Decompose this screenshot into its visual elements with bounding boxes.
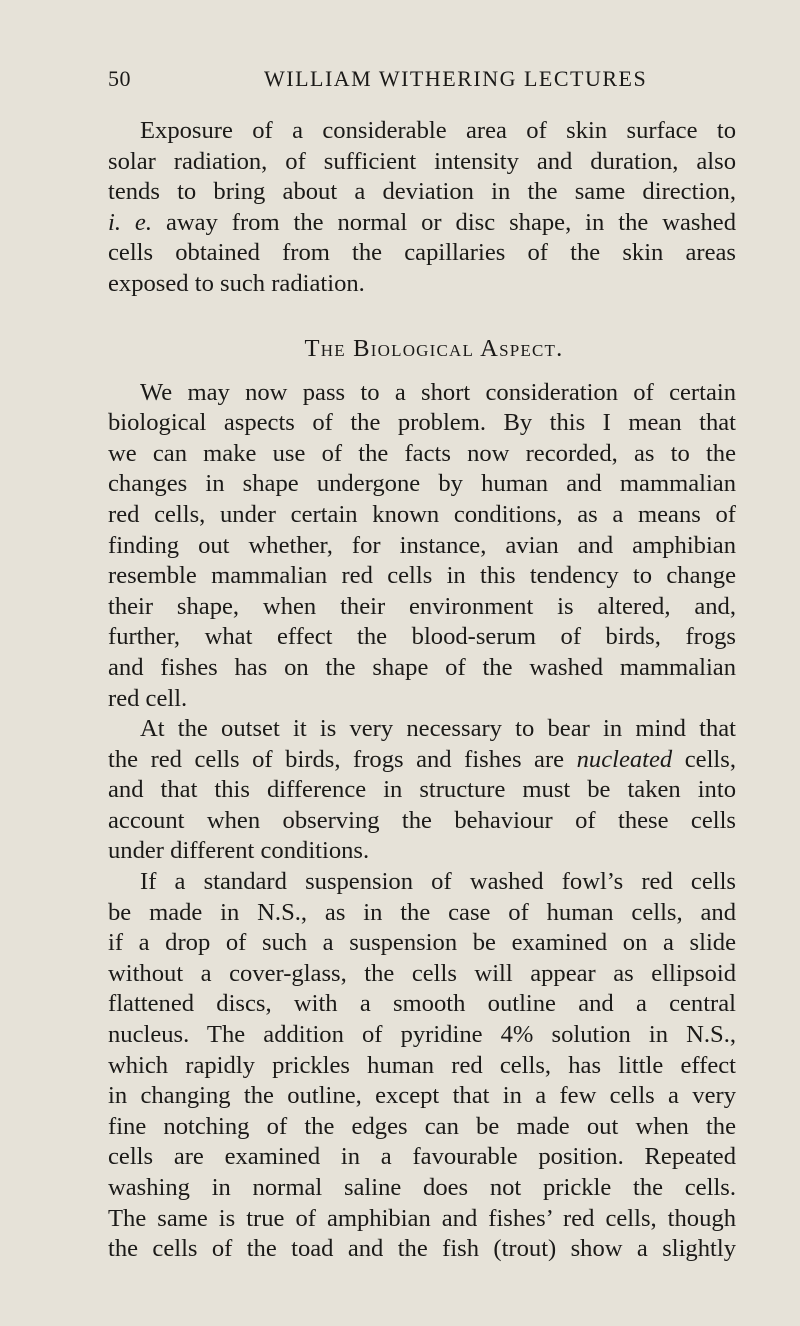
text-line: flattened discs, with a smooth outline and a central (108, 990, 736, 1018)
page-number: 50 (108, 66, 131, 91)
text-line: At the outset it is very necessary to bear in mind that (140, 715, 736, 743)
text-line (108, 745, 736, 776)
text-fragment: the red cells of birds, frogs and fishes are (108, 745, 577, 773)
text-line: We may now pass to a short consideration of certain (140, 378, 736, 406)
text-line: solar radiation, of sufficient intensity and duration, also (108, 147, 736, 175)
text-line: tends to bring about a deviation in the same direction, (108, 178, 736, 206)
italic-nucleated: nucleated (576, 745, 673, 773)
running-title: WILLIAM WITHERING LECTURES (264, 66, 648, 91)
text-line: red cell. (108, 684, 188, 712)
text-line: cells are examined in a favourable position. Repeated (108, 1143, 736, 1171)
text-line (108, 208, 736, 239)
text-line: and that this difference in structure must be taken into (108, 776, 736, 804)
text-line: we can make use of the facts now recorded, as to the (108, 439, 736, 467)
paragraph-biological-aspects (108, 378, 736, 715)
text-line: resemble mammalian red cells in this tendency to change (108, 562, 736, 590)
text-line: fine notching of the edges can be made out when the (108, 1112, 736, 1140)
page-body (108, 116, 736, 1265)
text-line: in changing the outline, except that in a few cells a very (108, 1082, 736, 1110)
text-line: If a standard suspension of washed fowl’s red cells (140, 868, 736, 896)
text-line: which rapidly prickles human red cells, has little effect (108, 1051, 736, 1079)
text-line: red cells, under certain known conditions, as a means of (108, 500, 736, 528)
text-line: under different conditions. (108, 837, 370, 865)
text-line: cells obtained from the capillaries of the skin areas (108, 239, 736, 267)
text-line: The same is true of amphibian and fishes’ red cells, though (108, 1204, 736, 1232)
text-line: the cells of the toad and the fish (trout) show a slightly (108, 1235, 736, 1263)
text-fragment: cells, (672, 745, 736, 773)
text-line: Exposure of a considerable area of skin surface to (140, 117, 736, 144)
text-line: and fishes has on the shape of the washed mammalian (108, 653, 736, 681)
section-heading: The Biological Aspect. (304, 334, 564, 362)
text-fragment: away from the normal or disc shape, in the washed (152, 208, 736, 236)
italic-ie: i. e. (108, 208, 152, 236)
text-line: washing in normal saline does not prickle the cells. (108, 1174, 736, 1201)
text-line: nucleus. The addition of pyridine 4% solution in N.S., (108, 1021, 736, 1049)
text-line: account when observing the behaviour of these cells (108, 806, 736, 834)
text-line: if a drop of such a suspension be examined on a slide (108, 929, 736, 957)
running-head (108, 64, 738, 94)
paragraph-exposure (108, 116, 736, 300)
text-line: finding out whether, for instance, avian and amphibian (108, 531, 736, 559)
text-line: be made in N.S., as in the case of human cells, and (108, 898, 736, 926)
text-line: changes in shape undergone by human and mammalian (108, 470, 736, 498)
paragraph-nucleated-cells (108, 714, 736, 867)
text-line: without a cover-glass, the cells will appear as ellipsoid (108, 959, 736, 987)
text-line: biological aspects of the problem. By this I mean that (108, 409, 736, 437)
text-line: exposed to such radiation. (108, 269, 365, 297)
paragraph-fowl-red-cells (108, 867, 736, 1265)
text-line: their shape, when their environment is altered, and, (108, 592, 736, 620)
text-line: further, what effect the blood-serum of birds, frogs (108, 623, 736, 651)
